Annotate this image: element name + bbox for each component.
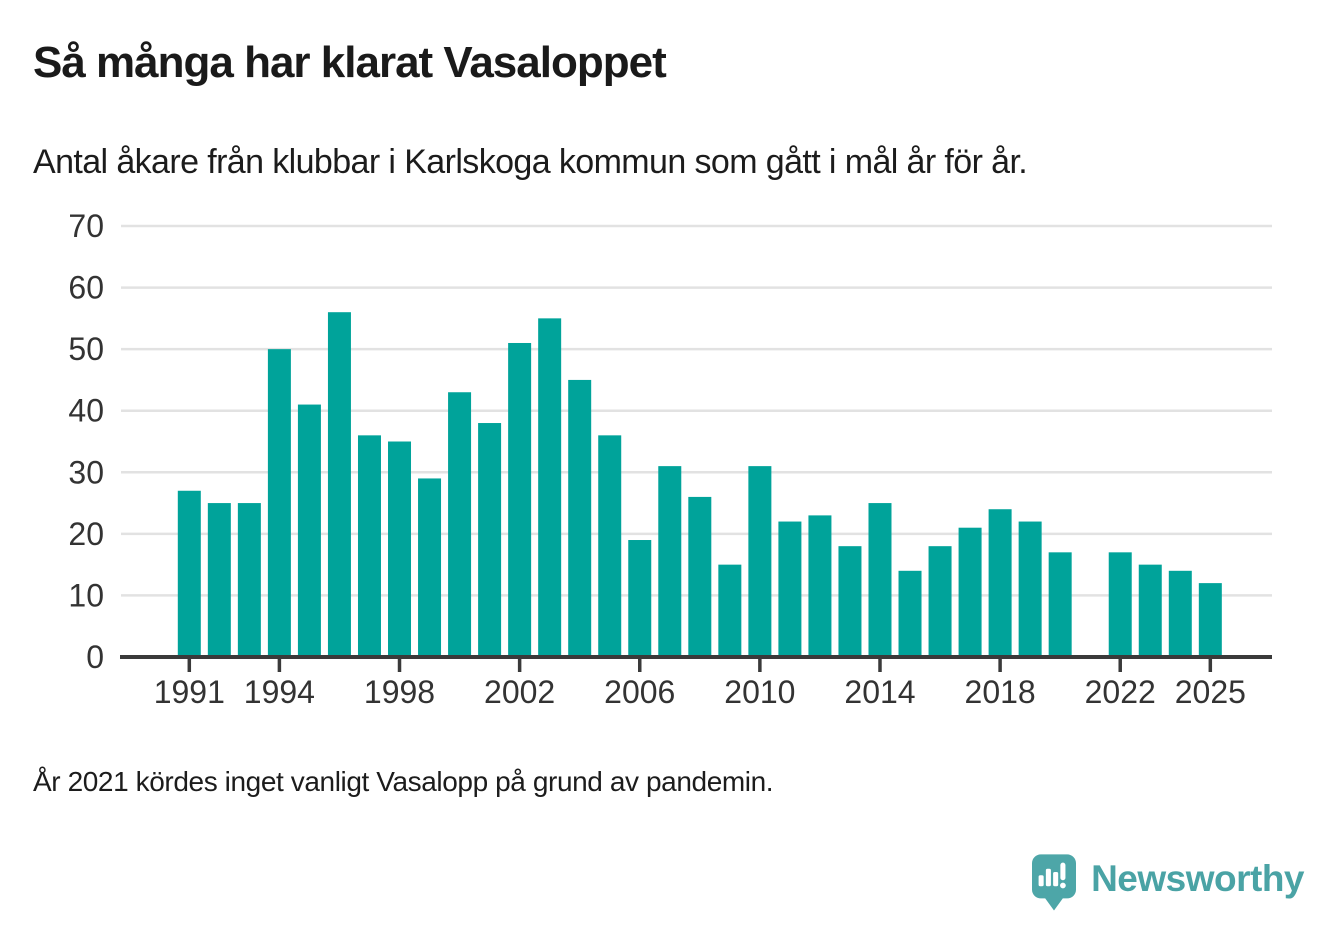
bar-2005 — [598, 435, 621, 657]
bar-2015 — [899, 571, 922, 657]
bar-2020 — [1049, 552, 1072, 657]
x-axis-label-2010: 2010 — [724, 674, 796, 710]
bar-2023 — [1139, 565, 1162, 657]
bar-1994 — [268, 349, 291, 657]
bar-1996 — [328, 312, 351, 657]
bar-2022 — [1109, 552, 1132, 657]
x-axis-label-2018: 2018 — [964, 674, 1036, 710]
bar-1992 — [208, 503, 231, 657]
bar-2010 — [748, 466, 771, 657]
bar-1998 — [388, 442, 411, 658]
bar-1995 — [298, 405, 321, 657]
bar-2001 — [478, 423, 501, 657]
bar-1999 — [418, 478, 441, 657]
x-axis-label-1991: 1991 — [153, 674, 225, 710]
x-axis-label-2006: 2006 — [604, 674, 676, 710]
y-axis-label-60: 60 — [68, 269, 104, 306]
brand-logo — [1032, 854, 1304, 912]
bar-2009 — [718, 565, 741, 657]
bar-2007 — [658, 466, 681, 657]
bar-1997 — [358, 435, 381, 657]
bar-2003 — [538, 318, 561, 657]
x-axis-label-2002: 2002 — [484, 674, 556, 710]
bar-2000 — [448, 392, 471, 657]
y-axis-label-0: 0 — [86, 639, 104, 675]
y-axis-label-10: 10 — [68, 577, 104, 614]
y-axis-label-40: 40 — [68, 392, 104, 429]
logo-bar-2 — [1046, 869, 1051, 887]
bar-2006 — [628, 540, 651, 657]
y-axis-label-30: 30 — [68, 454, 104, 491]
brand-name: Newsworthy — [1091, 857, 1304, 899]
bar-2013 — [838, 546, 861, 657]
newsworthy-speech-bubble-icon — [1032, 854, 1076, 912]
y-axis-label-20: 20 — [68, 515, 104, 552]
logo-bar-1 — [1039, 875, 1044, 886]
y-axis-label-70: 70 — [68, 208, 104, 244]
bar-2004 — [568, 380, 591, 657]
x-axis-label-1994: 1994 — [243, 674, 315, 710]
chart-subtitle: Antal åkare från klubbar i Karlskoga kommun som gått i mål år för år. — [33, 143, 1028, 181]
logo-exclamation-dot — [1060, 883, 1066, 889]
x-axis-label-2025: 2025 — [1174, 674, 1246, 710]
bar-2024 — [1169, 571, 1192, 657]
x-axis-label-2022: 2022 — [1084, 674, 1156, 710]
x-axis-label-2014: 2014 — [844, 674, 916, 710]
logo-bar-3 — [1053, 872, 1058, 886]
bar-1993 — [238, 503, 261, 657]
x-axis-label-1998: 1998 — [363, 674, 436, 710]
bar-2025 — [1199, 583, 1222, 657]
y-axis-label-50: 50 — [68, 331, 104, 368]
bar-2014 — [868, 503, 891, 657]
chart-title: Så många har klarat Vasaloppet — [33, 38, 666, 87]
bar-2012 — [808, 515, 831, 657]
bar-2008 — [688, 497, 711, 657]
bar-2019 — [1019, 522, 1042, 657]
bar-2017 — [959, 528, 982, 657]
bar-2011 — [778, 522, 801, 657]
logo-exclamation-stem — [1060, 863, 1065, 881]
bar-2018 — [989, 509, 1012, 657]
bar-1991 — [178, 491, 201, 657]
footnote: År 2021 kördes inget vanligt Vasalopp på grund av pandemin. — [33, 766, 774, 797]
bar-2016 — [929, 546, 952, 657]
bar-2002 — [508, 343, 531, 657]
